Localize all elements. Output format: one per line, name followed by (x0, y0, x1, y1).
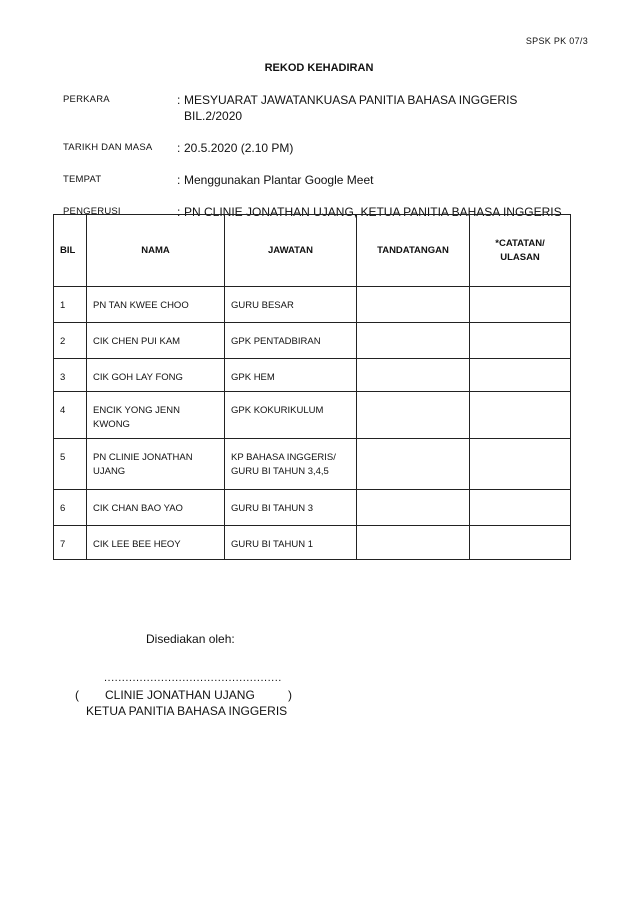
cell-tandatangan[interactable] (357, 439, 470, 490)
table-row (54, 323, 571, 359)
cell-nama: ENCIK YONG JENN KWONG (87, 392, 225, 439)
cell-bil: 5 (54, 439, 87, 490)
cell-jawatan: GPK HEM (225, 359, 357, 392)
meta-value: : 20.5.2020 (2.10 PM) (177, 141, 294, 155)
cell-jawatan: KP BAHASA INGGERIS/ GURU BI TAHUN 3,4,5 (225, 439, 357, 490)
meta-row-perkara (63, 92, 583, 124)
cell-tandatangan[interactable] (357, 287, 470, 323)
cell-nama: CIK GOH LAY FONG (87, 359, 225, 392)
meta-value: : MESYUARAT JAWATANKUASA PANITIA BAHASA INGGERIS BIL.2/2020 (177, 92, 583, 124)
cell-bil: 2 (54, 323, 87, 359)
cell-nama: PN CLINIE JONATHAN UJANG (87, 439, 225, 490)
meta-key: TEMPAT (63, 174, 102, 185)
preparer-name: CLINIE JONATHAN UJANG (105, 688, 255, 702)
table-row (54, 490, 571, 526)
meta-value: : Menggunakan Plantar Google Meet (177, 173, 374, 187)
cell-catatan[interactable] (470, 323, 571, 359)
open-paren: ( (75, 688, 79, 702)
table-row (54, 287, 571, 323)
attendance-table (53, 214, 571, 560)
col-header-jawatan: JAWATAN (225, 215, 357, 287)
meta-key: PERKARA (63, 94, 110, 105)
cell-jawatan: GURU BI TAHUN 3 (225, 490, 357, 526)
cell-bil: 1 (54, 287, 87, 323)
cell-tandatangan[interactable] (357, 323, 470, 359)
meta-value-text: PN CLINIE JONATHAN UJANG, KETUA PANITIA BAHASA INGGERIS (184, 205, 562, 219)
meta-row-tempat (63, 172, 583, 188)
table-row (54, 359, 571, 392)
close-paren: ) (288, 688, 292, 702)
cell-catatan[interactable] (470, 359, 571, 392)
cell-catatan[interactable] (470, 392, 571, 439)
meta-key: TARIKH DAN MASA (63, 142, 153, 153)
meta-value-continuation: BIL.2/2020 (184, 109, 243, 123)
meta-value: : PN CLINIE JONATHAN UJANG, KETUA PANITIA BAHASA INGGERIS (177, 205, 562, 219)
cell-catatan[interactable] (470, 287, 571, 323)
col-header-tandatangan: TANDATANGAN (357, 215, 470, 287)
col-header-bil: BIL (54, 215, 87, 287)
table-header-row (54, 215, 571, 287)
prepared-by-label: Disediakan oleh: (146, 632, 235, 646)
cell-bil: 4 (54, 392, 87, 439)
cell-nama: CIK CHAN BAO YAO (87, 490, 225, 526)
cell-catatan[interactable] (470, 439, 571, 490)
cell-bil: 3 (54, 359, 87, 392)
cell-jawatan: GURU BESAR (225, 287, 357, 323)
cell-nama: PN TAN KWEE CHOO (87, 287, 225, 323)
form-code: SPSK PK 07/3 (525, 36, 588, 46)
cell-jawatan: GPK KOKURIKULUM (225, 392, 357, 439)
cell-tandatangan[interactable] (357, 526, 470, 560)
col-header-catatan: *CATATAN/ ULASAN (470, 215, 571, 287)
cell-catatan[interactable] (470, 490, 571, 526)
cell-tandatangan[interactable] (357, 392, 470, 439)
cell-jawatan: GURU BI TAHUN 1 (225, 526, 357, 560)
cell-nama: CIK LEE BEE HEOY (87, 526, 225, 560)
cell-catatan[interactable] (470, 526, 571, 560)
meta-key: PENGERUSI (63, 206, 121, 217)
table-row (54, 526, 571, 560)
cell-jawatan: GPK PENTADBIRAN (225, 323, 357, 359)
signature-line: .................................................. (104, 672, 282, 684)
cell-bil: 7 (54, 526, 87, 560)
preparer-position: KETUA PANITIA BAHASA INGGERIS (86, 704, 288, 718)
meta-row-tarikh (63, 140, 583, 156)
cell-tandatangan[interactable] (357, 490, 470, 526)
cell-nama: CIK CHEN PUI KAM (87, 323, 225, 359)
table-row (54, 392, 571, 439)
cell-tandatangan[interactable] (357, 359, 470, 392)
meta-value-text: MESYUARAT JAWATANKUASA PANITIA BAHASA INGGERIS (184, 93, 518, 107)
page-title: REKOD KEHADIRAN (264, 62, 374, 74)
col-header-nama: NAMA (87, 215, 225, 287)
table-row (54, 439, 571, 490)
cell-bil: 6 (54, 490, 87, 526)
meta-value-text: Menggunakan Plantar Google Meet (184, 173, 374, 187)
meta-value-text: 20.5.2020 (2.10 PM) (184, 141, 294, 155)
